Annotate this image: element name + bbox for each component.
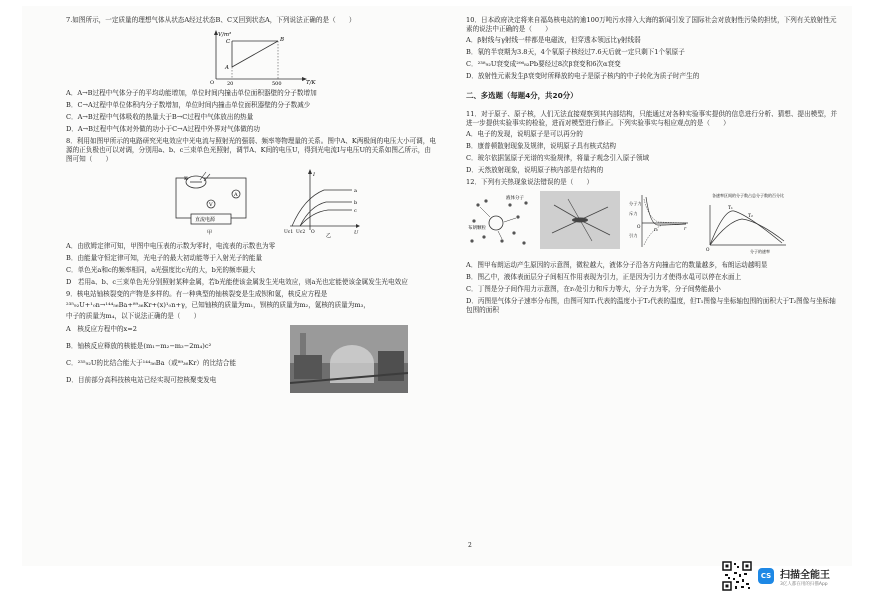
q7-point-c: C [226,39,231,45]
qr-code-icon [722,561,752,591]
exam-page [22,6,852,566]
force-r-label: r [684,227,687,232]
question-12-option-c: C．丁图是分子间作用力示意图，在r₀处引力和斥力等大，分子力为零，分子间势能最小 [466,285,721,293]
question-9-stem-2: 中子的质量为m₄，以下说法正确的是（ ） [66,312,201,320]
force-origin: O [637,224,641,229]
question-8-iu-graph [270,168,360,238]
question-9-equation: ²³⁵₉₂U+¹₀n→¹⁴⁴₅₆Ba+⁸⁹₃₆Kr+(x)¹₀n+γ，已知铀核的质量为m₁，钡核的质量为m₂，氪核的质量为m₃， [66,301,370,309]
q7-tick-500: 500 [272,81,282,85]
force-attraction-label: 引力 [629,233,638,238]
question-10-option-d: D．放射性元素发生β衰变时所释放的电子是原子核内的中子转化为质子时产生的 [466,72,700,80]
question-11-option-d: D．天然放射现象，说明原子核内部是有结构的 [466,166,604,174]
question-8-stem: 8．利用如图甲所示的电路研究光电效应中光电流与照射光的强弱、频率等物理量的关系。图中A、K两极间的电压大小可调，电源的正负极也可以对调，分别用a、b、c三束单色光照射，调节A、K间的电压U，得到光电流I与电压U的关系如图乙所示，由图可知（ ） [66,137,436,163]
right-column [466,16,838,318]
iu-origin: O [311,230,315,235]
q7-origin: O [210,80,215,85]
circuit-label-v: V [209,202,213,208]
page-number: 2 [468,542,472,549]
q7-point-b: B [280,37,285,43]
question-12-option-a: A．图甲布朗运动产生原因的示意图，微粒越大，液体分子沿各方向撞击它的数量越多，布朗运动越明显 [466,261,768,269]
question-10-option-c: C．²³⁸₉₂U衰变成²⁰⁶₈₂Pb要经过8次β衰变和6次α衰变 [466,60,621,68]
question-7-graph [66,27,436,85]
question-10-option-a: A．β射线与γ射线一样都是电磁波，但穿透本领远比γ射线弱 [466,36,641,44]
question-7 [66,16,436,134]
nuclear-plant-photo [290,325,408,393]
question-11-option-c: C．玻尔依据氢原子光谱的实验规律，将量子观念引入原子领域 [466,154,650,162]
iu-caption: 乙 [326,233,332,238]
question-10-stem: 10．日本政府决定将来自福岛核电站的逾100万吨污水排入大海的新闻引发了国际社会对放射性污染的担忧，下列有关放射性元素的说法中正确的是（ ） [466,16,837,33]
force-axis-label: 分子力 [629,201,642,206]
iu-x-label: U [354,230,359,236]
question-8-option-c: C．单色光a和c的频率相同，a光强度比c光的大，b光的频率最大 [66,266,256,274]
section-title-multiple-choice: 二、多选题（每题4分，共20分） [466,91,578,100]
speed-graph-title: 各速率区间的分子数占总分子数的百分比 [712,193,784,198]
question-12-option-d: D．丙图是气体分子速率分布图，由图可知T₁代表的温度小于T₂代表的温度，但T₁图像与坐标轴包围的面积大于T₂图像与坐标轴包围的面积 [466,297,836,314]
question-9-option-a: A 核反应方程中的x=2 [66,325,137,333]
q7-y-label: V/m³ [218,32,232,38]
question-10-option-b: B．氡的半衰期为3.8天，4个氡原子核经过7.6天后就一定只剩下1个氡原子 [466,48,685,56]
question-11-option-a: A．电子的发现，说明原子是可以再分的 [466,130,583,138]
force-repulsion-label: 斥力 [629,211,638,216]
question-7-option-d: D．A→B过程中气体对外做的功小于C→A过程中外界对气体做的功 [66,125,260,133]
q7-x-label: T/K [306,80,316,85]
speed-distribution-graph [698,191,790,257]
q7-point-a: A [225,65,229,71]
speed-t2-label: T₂ [748,214,753,219]
question-10 [466,16,838,81]
iu-series-a: a [354,188,357,194]
speed-origin: O [706,247,710,252]
question-11-option-b: B．康普顿散射现象及规律，说明原子具有核式结构 [466,142,616,150]
watermark-brand: 扫描全能王 [780,569,830,581]
force-r0-label: r₀ [654,227,658,232]
question-9-stem-1: 9．核电站铀核裂变的产物是多样的。有一种典型的铀核裂变是生成钡和氪，核反应方程是 [66,290,328,298]
speed-t1-label: T₁ [728,206,733,211]
question-12-option-b: B．图乙中，液体表面层分子间相互作用表现为引力，正是因为引力才使得水黾可以停在水面上 [466,273,742,281]
iu-series-c: c [354,208,357,214]
water-strider-photo [540,191,620,249]
watermark-tagline: 3亿人都在用的扫描App [780,581,828,587]
question-7-option-c: C．A→B过程中气体吸收的热量大于B→C过程中气体放出的热量 [66,113,254,121]
question-8-circuit-diagram [166,168,256,238]
brownian-pollen-label: 布朗颗粒 [468,226,486,231]
iu-uc2: Uc2 [296,230,306,235]
question-7-option-a: A．A→B过程中气体分子的平均动能增加，单位时间内撞击单位面积器壁的分子数增加 [66,89,317,97]
left-column [66,16,436,393]
circuit-label-k: K [184,176,188,182]
circuit-label-a: A [234,192,238,198]
question-9-option-b: B．铀核反应释放的核能是(m₁−m₂−m₃−2m₄)c² [66,342,212,350]
question-7-stem: 7.如图所示，一定质量的理想气体从状态A经过状态B、C又回到状态A，下列说法正确的是（ ） [66,16,356,24]
camscanner-logo-icon: CS [758,568,774,584]
question-8-option-a: A．由欧姆定律可知，甲图中电压表的示数为零时，电流表的示数也为零 [66,242,276,250]
question-11-stem: 11．对于原子、原子核，人们无法直接观察到其内部结构，只能通过对各种实验事实提供的信息进行分析、猜想、提出模型，并进一步提供实验事实的检验，进而对模型进行修正。下列实验事实与相应观点的是（ ） [466,110,838,127]
iu-uc1: Uc1 [284,230,294,235]
question-8-option-d: D 若用a、b、c三束单色光分别照射某种金属，若b光能使该金属发生光电效应，则a光也定能使该金属发生光电效应 [66,278,408,286]
question-8 [66,137,436,287]
brownian-molecule-label: 液体分子 [506,196,524,201]
question-12 [466,178,838,315]
question-11 [466,110,838,175]
iu-y-label: I [313,172,315,178]
iu-series-b: b [354,200,358,206]
question-9-option-c: C．²³⁵₉₂U的比结合能大于¹⁴⁴₅₆Ba（或⁸⁹₃₆Kr）的比结合能 [66,359,236,367]
q7-tick-20: 20 [227,81,234,85]
camscanner-watermark [722,551,862,601]
question-9-option-d: D．目前部分高科技核电站已经实现可控核聚变发电 [66,376,217,384]
question-12-stem: 12．下列有关热现象说法错误的是（ ） [466,178,594,186]
question-9 [66,290,436,393]
molecular-force-graph [628,191,690,249]
circuit-source-label: 直流电源 [195,217,216,223]
question-7-option-b: B．C→A过程中单位体积内分子数增加，单位时间内撞击单位面积器壁的分子数减少 [66,101,311,109]
watermark-text [780,566,830,587]
question-8-option-b: B．由能量守恒定律可知，光电子的最大初动能等于入射光子的能量 [66,254,263,262]
brownian-motion-diagram [466,191,532,249]
circuit-caption: 甲 [207,230,213,236]
speed-x-label: 分子的速率 [750,249,770,254]
